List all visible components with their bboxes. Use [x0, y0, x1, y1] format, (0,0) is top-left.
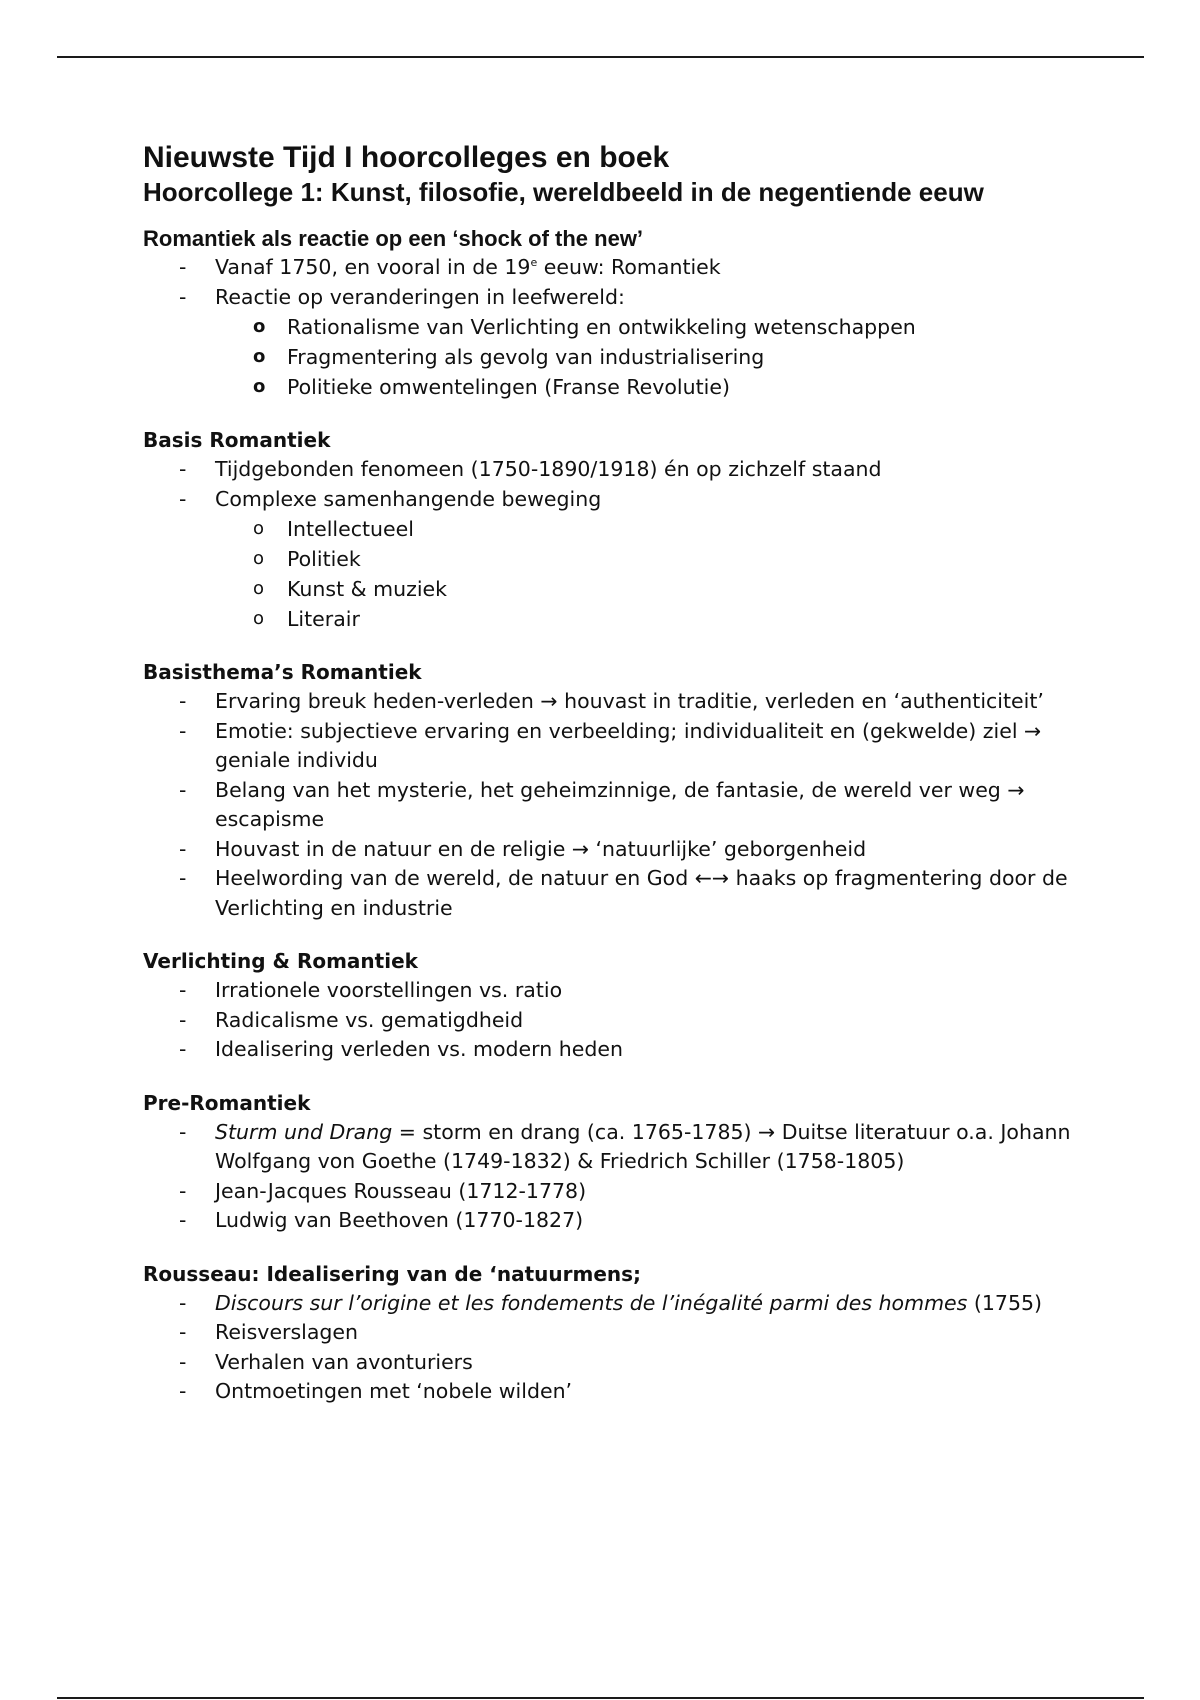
item-text: (1755) — [967, 1290, 1043, 1315]
item-text: Jean-Jacques Rousseau (1712-1778) — [215, 1178, 587, 1203]
footer-rule — [57, 1697, 1144, 1699]
item-text: Intellectueel — [287, 517, 414, 541]
sub-list-item — [143, 544, 1143, 574]
item-text: Heelwording van de wereld, de natuur en God ←→ haaks op fragmentering door de Verlichting en industrie — [215, 866, 1068, 920]
list-item — [143, 1289, 1095, 1319]
dash-bullet: - — [179, 866, 187, 890]
sub-list-item — [143, 372, 1143, 402]
document-subtitle: Hoorcollege 1: Kunst, filosofie, wereldbeeld in de negentiende eeuw — [143, 177, 984, 207]
dash-bullet: - — [179, 689, 187, 713]
dash-bullet: - — [179, 1208, 187, 1232]
item-text: Rationalisme van Verlichting en ontwikkeling wetenschappen — [287, 315, 916, 339]
item-text: Ervaring breuk heden-verleden → houvast in traditie, verleden en ‘authenticiteit’ — [215, 689, 1044, 713]
circle-bullet: o — [253, 316, 266, 337]
section-verlichting-romantiek — [143, 947, 1143, 1065]
list-item — [143, 455, 1095, 485]
sub-list-item — [143, 574, 1143, 604]
list-item — [143, 1118, 1095, 1177]
list-item — [143, 1006, 1095, 1036]
item-text-italic: Discours sur l’origine et les fondements de l’inégalité parmi des hommes — [215, 1290, 968, 1315]
list-item — [143, 485, 1095, 515]
dash-bullet: - — [179, 1290, 187, 1315]
item-text: Kunst & muziek — [287, 577, 448, 601]
dash-bullet: - — [179, 255, 187, 279]
dash-bullet: - — [179, 1037, 187, 1061]
section-basisthemas — [143, 658, 1143, 923]
item-text: Complexe samenhangende beweging — [215, 486, 602, 511]
item-text: Literair — [287, 607, 360, 631]
circle-bullet: o — [253, 548, 265, 569]
section-heading: Rousseau: Idealisering van de ‘natuurmens; — [143, 1261, 642, 1286]
section-rousseau — [143, 1260, 1143, 1407]
item-text: Ontmoetingen met ‘nobele wilden’ — [215, 1379, 573, 1403]
item-text: eeuw: Romantiek — [537, 255, 721, 279]
bullet-list — [143, 1118, 1143, 1236]
dash-bullet: - — [179, 486, 187, 511]
list-item — [143, 1177, 1095, 1207]
circle-bullet: o — [253, 578, 265, 599]
dash-bullet: - — [179, 1379, 187, 1403]
dash-bullet: - — [179, 1349, 187, 1374]
item-text: Vanaf 1750, en vooral in de 19 — [215, 255, 531, 279]
section-heading: Basis Romantiek — [143, 428, 331, 452]
dash-bullet: - — [179, 836, 187, 861]
section-heading: Basisthema’s Romantiek — [143, 660, 422, 684]
sub-list-item — [143, 312, 1143, 342]
list-item — [143, 976, 1095, 1006]
circle-bullet: o — [253, 376, 266, 397]
list-item — [143, 776, 1095, 835]
list-item — [143, 687, 1095, 717]
item-text: Ludwig van Beethoven (1770-1827) — [215, 1208, 584, 1232]
dash-bullet: - — [179, 777, 187, 802]
item-text-italic: Sturm und Drang — [215, 1119, 393, 1144]
header-rule — [57, 56, 1144, 58]
section-heading: Verlichting & Romantiek — [143, 949, 418, 973]
list-item — [143, 1377, 1095, 1407]
sub-list-item — [143, 342, 1143, 372]
item-text: Verhalen van avonturiers — [215, 1349, 473, 1374]
sub-list-item — [143, 514, 1143, 544]
bullet-list — [143, 1289, 1143, 1407]
item-text: Radicalisme vs. gematigdheid — [215, 1007, 524, 1032]
section-romantiek-reactie — [143, 224, 1143, 402]
dash-bullet: - — [179, 1119, 187, 1144]
section-heading: Pre-Romantiek — [143, 1090, 311, 1115]
sub-list — [143, 514, 1143, 634]
circle-bullet: o — [253, 346, 266, 367]
bullet-list — [143, 253, 1143, 312]
circle-bullet: o — [253, 518, 265, 539]
list-item — [143, 253, 1095, 283]
item-text: Reactie op veranderingen in leefwereld: — [215, 284, 625, 309]
sub-list — [143, 312, 1143, 402]
item-text: Emotie: subjectieve ervaring en verbeelding; individualiteit en (gekwelde) ziel → geniale individu — [215, 718, 1042, 772]
sub-list-item — [143, 604, 1143, 634]
list-item — [143, 835, 1095, 865]
list-item — [143, 1035, 1095, 1065]
dash-bullet: - — [179, 978, 187, 1002]
superscript: e — [530, 256, 538, 270]
section-heading: Romantiek als reactie op een ‘shock of the new’ — [143, 226, 644, 251]
item-text: Belang van het mysterie, het geheimzinnige, de fantasie, de wereld ver weg → escapisme — [215, 777, 1025, 831]
list-item — [143, 864, 1095, 923]
item-text: Politieke omwentelingen (Franse Revolutie) — [287, 375, 730, 399]
dash-bullet: - — [179, 1178, 187, 1203]
section-basis-romantiek — [143, 426, 1143, 634]
item-text: Tijdgebonden fenomeen (1750-1890/1918) én op zichzelf staand — [215, 457, 882, 481]
item-text: Houvast in de natuur en de religie → ‘natuurlijke’ geborgenheid — [215, 836, 867, 861]
dash-bullet: - — [179, 1007, 187, 1032]
list-item — [143, 283, 1095, 313]
bullet-list — [143, 976, 1143, 1065]
dash-bullet: - — [179, 1320, 187, 1344]
dash-bullet: - — [179, 284, 187, 309]
dash-bullet: - — [179, 457, 187, 481]
list-item — [143, 717, 1095, 776]
document-body — [143, 140, 1143, 1431]
list-item — [143, 1348, 1095, 1378]
item-text: Politiek — [287, 547, 361, 571]
item-text: Irrationele voorstellingen vs. ratio — [215, 978, 563, 1002]
item-text: Fragmentering als gevolg van industrialisering — [287, 345, 765, 369]
item-text: Idealisering verleden vs. modern heden — [215, 1037, 623, 1061]
bullet-list — [143, 687, 1143, 923]
bullet-list — [143, 455, 1143, 514]
dash-bullet: - — [179, 718, 187, 743]
list-item — [143, 1206, 1095, 1236]
item-text: Reisverslagen — [215, 1320, 359, 1344]
document-title: Nieuwste Tijd I hoorcolleges en boek — [143, 141, 670, 174]
circle-bullet: o — [253, 608, 265, 629]
section-pre-romantiek — [143, 1089, 1143, 1236]
list-item — [143, 1318, 1095, 1348]
item-text: = storm en drang (ca. 1765-1785) → Duitse literatuur o.a. Johann Wolfgang von Goethe (1749-1832) & Friedrich Schiller (1758-1805) — [215, 1119, 1071, 1173]
